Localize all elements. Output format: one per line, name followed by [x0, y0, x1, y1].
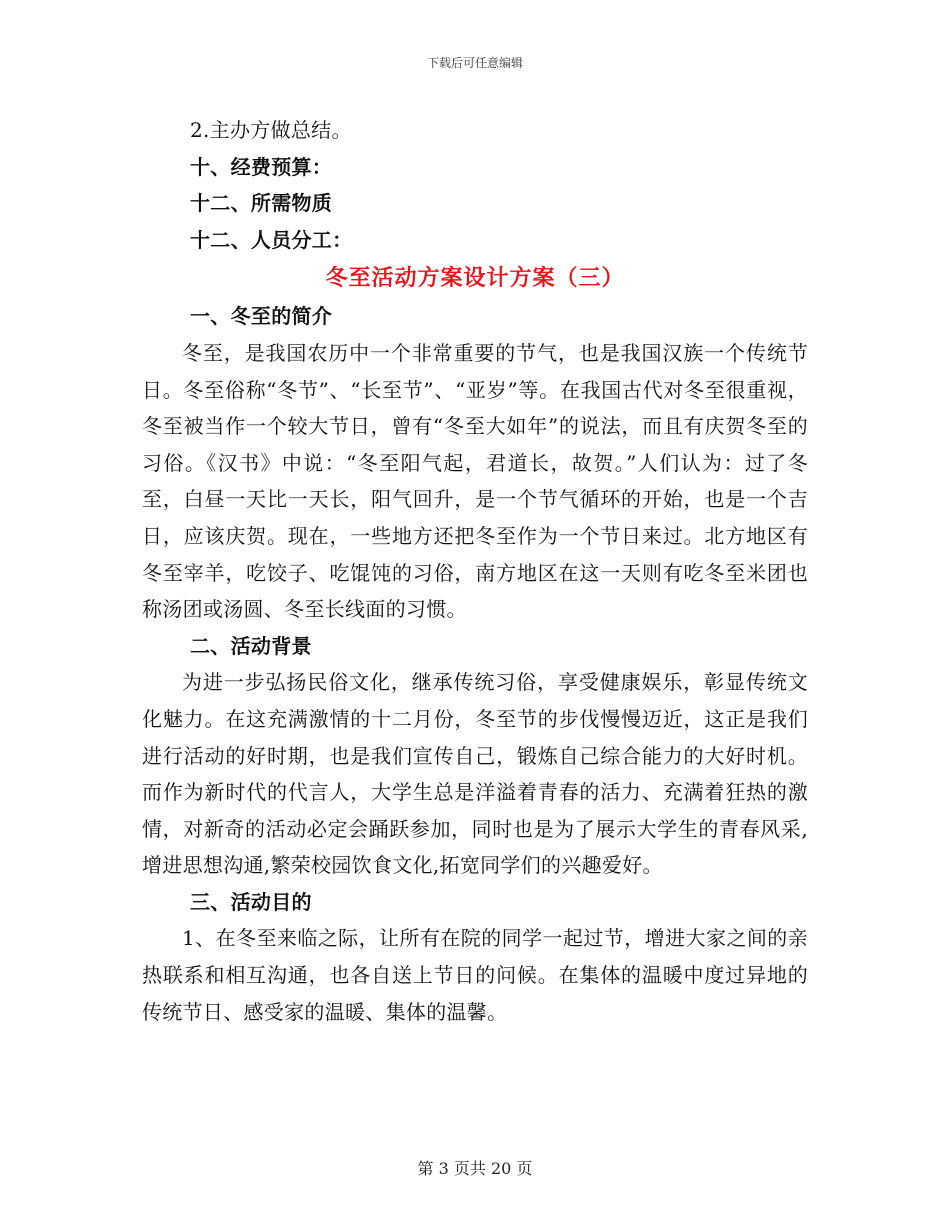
- section-heading-staffing: 十二、人员分工：: [190, 227, 353, 252]
- section-heading-background: 二、活动背景: [190, 633, 312, 658]
- list-item-summary: 2.主办方做总结。: [190, 118, 352, 142]
- section-heading-budget: 十、经费预算：: [190, 154, 333, 179]
- document-title: 冬至活动方案设计方案（三）: [325, 265, 625, 292]
- paragraph-purpose: 1、在冬至来临之际，让所有在院的同学一起过节，增进大家之间的亲热联系和相互沟通，也各自送上节日的问候。在集体的温暖中度过异地的传统节日、感受家的温暖、集体的温馨。: [142, 926, 808, 1024]
- document-body: [142, 112, 808, 1030]
- section-heading-materials: 十二、所需物质: [190, 191, 333, 216]
- paragraph-background: 为进一步弘扬民俗文化，继承传统习俗，享受健康娱乐，彰显传统文化魅力。在这充满激情的十二月份，冬至节的步伐慢慢迈近，这正是我们进行活动的好时期，也是我们宣传自己，锻炼自己综合能力的大好时机。而作为新时代的代言人，大学生总是洋溢着青春的活力、充满着狂热的激情，对新奇的活动必定会踊跃参加，同时也是为了展示大学生的青春风采,增进思想沟通,繁荣校园饮食文化,拓宽同学们的兴趣爱好。: [142, 670, 808, 878]
- page-footer: 第 3 页共 20 页: [417, 1159, 533, 1178]
- paragraph-intro: 冬至，是我国农历中一个非常重要的节气，也是我国汉族一个传统节日。冬至俗称“冬节”、“长至节”、“亚岁”等。在我国古代对冬至很重视，冬至被当作一个较大节日，曾有“冬至大如年”的说法，而且有庆贺冬至的习俗。《汉书》中说：“冬至阳气起，君道长，故贺。”人们认为：过了冬至，白昼一天比一天长，阳气回升，是一个节气循环的开始，也是一个吉日，应该庆贺。现在，一些地方还把冬至作为一个节日来过。北方地区有冬至宰羊，吃饺子、吃馄饨的习俗，南方地区在这一天则有吃冬至米团也称汤团或汤圆、冬至长线面的习惯。: [142, 340, 808, 622]
- section-heading-intro: 一、冬至的简介: [190, 304, 333, 329]
- section-heading-purpose: 三、活动目的: [190, 889, 312, 914]
- page-header: 下载后可任意编辑: [426, 56, 523, 70]
